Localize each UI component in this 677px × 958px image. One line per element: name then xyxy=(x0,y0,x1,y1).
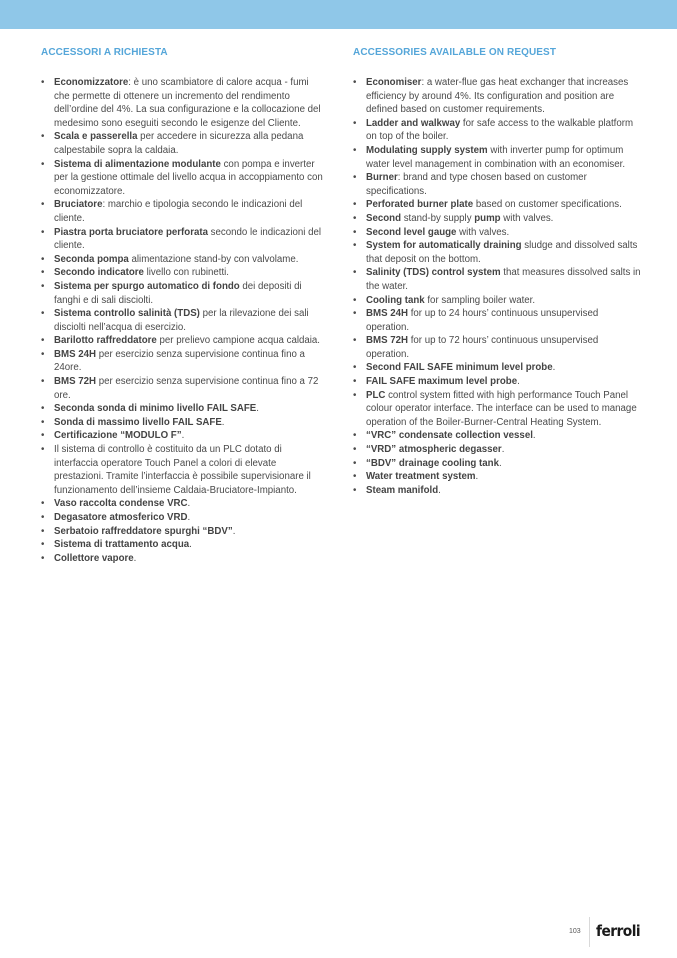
item-text: livello con rubinetti. xyxy=(143,267,229,279)
item-bold-term: Burner xyxy=(366,172,398,184)
item-text: that measures dissolved salts in the water. xyxy=(366,267,641,292)
item-bold-term: “VRD” atmospheric degasser xyxy=(366,444,502,456)
list-item xyxy=(353,212,643,226)
list-item xyxy=(41,76,326,130)
item-bold-term: Seconda sonda di minimo livello FAIL SAFE xyxy=(54,403,257,415)
item-text: based on customer specifications. xyxy=(473,199,622,211)
page-number: 103 xyxy=(569,928,581,935)
item-text: control system fitted with high performance Touch Panel colour operator interface. The interface can be used to manage operation of the Boiler-Burner-Central Heating System. xyxy=(366,389,637,428)
item-text: . xyxy=(501,444,505,456)
italian-accessories-list xyxy=(41,76,326,565)
item-bold-term: Certificazione “MODULO F” xyxy=(54,430,182,442)
item-text: . xyxy=(552,362,556,374)
list-item xyxy=(41,226,326,253)
item-text: . xyxy=(221,416,225,428)
item-bold-term: Ladder and walkway xyxy=(366,117,461,129)
item-text: per esercizio senza supervisione continua fino a 24ore. xyxy=(54,348,305,374)
italian-column xyxy=(41,46,326,565)
footer-divider xyxy=(589,917,590,947)
item-text: for sampling boiler water. xyxy=(424,294,536,306)
list-item xyxy=(41,429,326,443)
item-text: : è uno scambiatore di calore acqua - fumi che permette di ottenere un incremento del rendimento dell’ordine del 4%. La sua configurazione e la collocazione del medesimo sono eseguiti secondo le esigenze del Cliente. xyxy=(54,77,321,129)
list-item xyxy=(41,538,326,552)
list-item xyxy=(41,280,326,307)
item-bold-term: Steam manifold xyxy=(366,484,439,496)
item-bold-term: Sistema di alimentazione modulante xyxy=(54,158,221,170)
item-text: stand-by supply xyxy=(401,212,475,224)
list-item xyxy=(353,171,643,198)
item-bold-term: Cooling tank xyxy=(366,294,425,306)
list-item xyxy=(353,144,643,171)
list-item xyxy=(353,226,643,240)
item-bold-term: Seconda pompa xyxy=(54,253,129,265)
list-item xyxy=(41,130,326,157)
item-text: with valves. xyxy=(500,212,554,224)
list-item xyxy=(41,375,326,402)
list-item xyxy=(353,443,643,457)
list-item xyxy=(353,375,643,389)
item-text: per prelievo campione acqua caldaia. xyxy=(156,335,320,347)
item-bold-term: Serbatoio raffreddatore spurghi “BDV” xyxy=(54,525,233,537)
list-item xyxy=(41,348,326,375)
item-text: . xyxy=(189,539,192,551)
item-text: . xyxy=(532,430,536,442)
item-text: . xyxy=(475,471,479,483)
list-item xyxy=(41,307,326,334)
item-text: Il sistema di controllo è costituito da un PLC dotato di interfaccia operatore Touch Panel a colori di elevate prestazioni. Tramite l’interfaccia è possibile supervisionare il funzionamento dell’insieme Caldaia-Bruciatore-Impianto. xyxy=(54,444,311,496)
list-item xyxy=(41,158,326,199)
list-item xyxy=(353,361,643,375)
italian-column-title: ACCESSORI A RICHIESTA xyxy=(41,47,168,58)
item-bold-term: Perforated burner plate xyxy=(366,199,474,211)
list-item xyxy=(41,525,326,539)
item-text: sludge and dissolved salts that deposit on the bottom. xyxy=(366,240,638,265)
list-item xyxy=(353,457,643,471)
list-item xyxy=(41,198,326,225)
item-text: : a water-flue gas heat exchanger that increases efficiency by around 4%. Its configuration and position are defined based on customer requirements. xyxy=(366,77,629,116)
item-bold-term: Sonda di massimo livello FAIL SAFE xyxy=(54,416,222,428)
item-text: . xyxy=(517,376,520,388)
item-bold-term: Salinity (TDS) control system xyxy=(366,267,501,279)
item-bold-term: Sistema di trattamento acqua xyxy=(54,539,190,551)
item-bold-term: Piastra porta bruciatore perforata xyxy=(54,226,208,238)
list-item xyxy=(353,470,643,484)
item-bold-term: Sistema controllo salinità (TDS) xyxy=(54,308,200,320)
item-bold-term: pump xyxy=(474,212,501,224)
item-bold-term: Vaso raccolta condense VRC xyxy=(54,498,188,510)
item-bold-term: Modulating supply system xyxy=(366,144,488,156)
item-bold-term: Water treatment system xyxy=(366,471,476,483)
item-text: : brand and type chosen based on customer specifications. xyxy=(366,172,587,197)
item-text: . xyxy=(187,512,191,523)
ferroli-logo: ferroli xyxy=(596,922,641,940)
item-text: . xyxy=(187,498,191,510)
item-bold-term: BMS 24H xyxy=(366,308,408,320)
list-item xyxy=(41,266,326,280)
item-bold-term: Second level gauge xyxy=(366,226,457,238)
list-item xyxy=(353,484,643,498)
item-text: for safe access to the walkable platform on top of the boiler. xyxy=(366,117,634,143)
item-text: for up to 24 hours’ continuous unsupervised operation. xyxy=(366,308,599,333)
list-item xyxy=(41,416,326,430)
item-text: with valves. xyxy=(456,226,510,238)
list-item xyxy=(41,334,326,348)
item-text: dei depositi di fanghi e di sali disciolti. xyxy=(54,280,302,306)
list-item xyxy=(353,117,643,144)
item-text: . xyxy=(498,457,502,469)
item-bold-term: Economizzatore xyxy=(54,77,129,88)
list-item xyxy=(41,552,326,566)
list-item xyxy=(353,429,643,443)
list-item xyxy=(353,198,643,212)
item-bold-term: Secondo indicatore xyxy=(54,267,144,279)
list-item xyxy=(353,334,643,361)
item-bold-term: Barilotto raffreddatore xyxy=(54,335,157,347)
item-text: . xyxy=(181,430,185,442)
item-text: for up to 72 hours’ continuous unsupervised operation. xyxy=(366,335,599,360)
list-item xyxy=(353,76,643,117)
item-bold-term: PLC xyxy=(366,389,386,401)
item-text: . xyxy=(438,484,441,496)
list-item xyxy=(353,389,643,430)
item-bold-term: BMS 24H xyxy=(54,348,96,360)
item-bold-term: Economiser xyxy=(366,77,422,88)
english-column xyxy=(353,46,643,497)
item-text: per la rilevazione dei sali disciolti nell’acqua di esercizio. xyxy=(54,308,309,333)
item-text: . xyxy=(133,552,137,564)
item-text: secondo le indicazioni del cliente. xyxy=(54,226,322,252)
item-bold-term: Degasatore atmosferico VRD xyxy=(54,512,188,523)
item-text: per esercizio senza supervisione continua fino a 72 ore. xyxy=(54,376,319,401)
item-text: with inverter pump for optimum water level management in combination with an economiser. xyxy=(366,144,626,170)
item-bold-term: “BDV” drainage cooling tank xyxy=(366,457,499,469)
list-item xyxy=(41,253,326,267)
item-bold-term: Second FAIL SAFE minimum level probe xyxy=(366,362,553,374)
item-bold-term: FAIL SAFE maximum level probe xyxy=(366,376,518,388)
item-bold-term: Sistema per spurgo automatico di fondo xyxy=(54,280,240,292)
item-bold-term: BMS 72H xyxy=(54,376,96,388)
list-item xyxy=(353,307,643,334)
item-text: . xyxy=(256,403,259,415)
item-bold-term: BMS 72H xyxy=(366,335,408,347)
list-item xyxy=(41,443,326,497)
list-item xyxy=(41,402,326,416)
list-item xyxy=(41,497,326,511)
item-text: : marchio e tipologia secondo le indicazioni del cliente. xyxy=(54,199,303,224)
english-accessories-list xyxy=(353,76,643,497)
item-bold-term: Collettore vapore xyxy=(54,552,134,564)
item-bold-term: “VRC” condensate collection vessel xyxy=(366,430,533,442)
top-color-band xyxy=(0,0,677,29)
item-bold-term: Second xyxy=(366,212,401,224)
english-column-title: ACCESSORIES AVAILABLE ON REQUEST xyxy=(353,47,557,58)
list-item xyxy=(353,266,643,293)
list-item xyxy=(353,294,643,308)
item-bold-term: Bruciatore xyxy=(54,199,103,211)
item-text: alimentazione stand-by con valvolame. xyxy=(128,253,299,265)
item-text: per accedere in sicurezza alla pedana calpestabile sopra la caldaia. xyxy=(54,131,304,156)
item-text: con pompa e inverter per la gestione ottimale del livello acqua in accoppiamento con economizzatore. xyxy=(54,158,323,197)
item-text: . xyxy=(232,525,236,537)
list-item xyxy=(41,511,326,525)
list-item xyxy=(353,239,643,266)
item-bold-term: System for automatically draining xyxy=(366,240,522,252)
item-bold-term: Scala e passerella xyxy=(54,131,138,143)
